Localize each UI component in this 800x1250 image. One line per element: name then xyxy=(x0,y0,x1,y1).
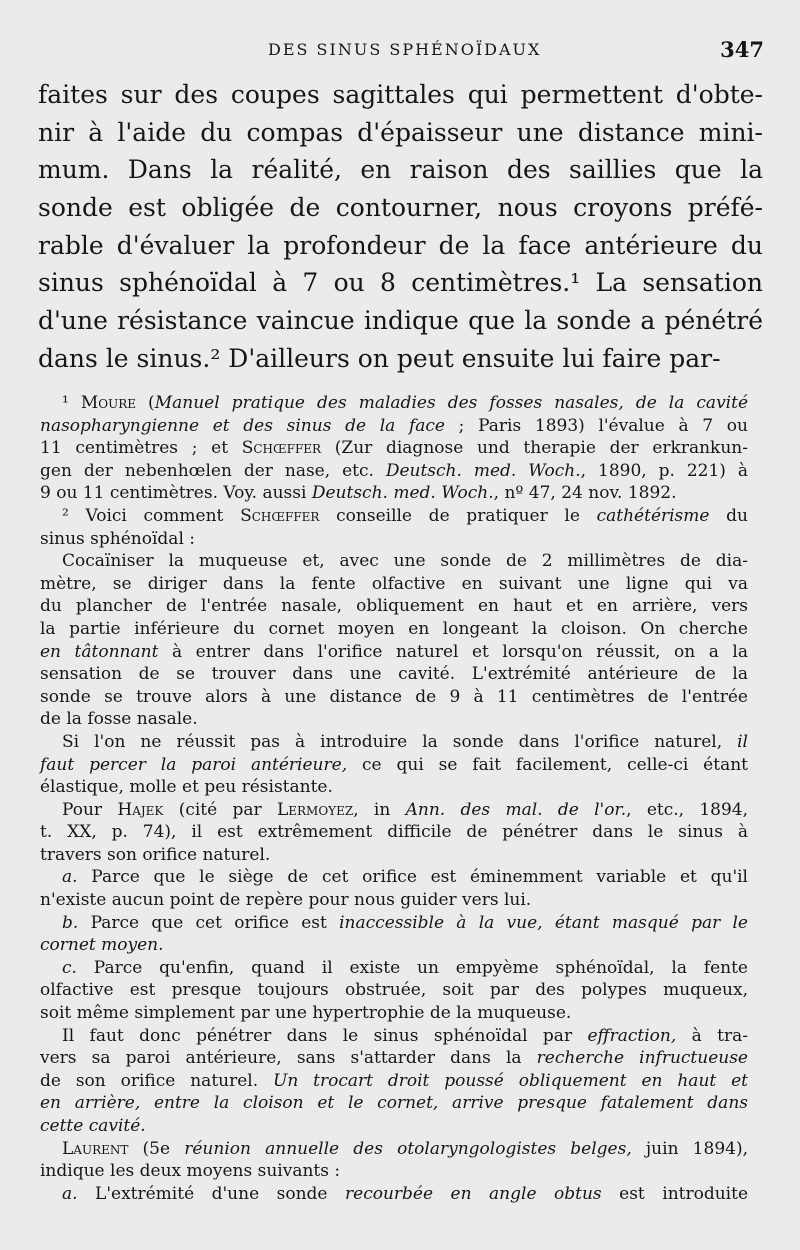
footnote-line xyxy=(40,663,748,686)
footnote-line xyxy=(40,460,748,483)
footnote-line xyxy=(40,392,748,415)
page-number: 347 xyxy=(720,37,764,62)
text-run: la partie inférieure du cornet moyen en longeant la cloison. On cherche xyxy=(40,618,748,639)
text-run: (Zur diagnose und therapie der erkrankun- xyxy=(321,438,748,459)
footnote-line xyxy=(40,482,748,505)
page-header xyxy=(0,36,800,64)
text-run: mètre, se diriger dans la fente olfactive en suivant une ligne qui va xyxy=(40,573,748,594)
italic-text: effraction, xyxy=(587,1025,677,1046)
running-title: DES SINUS SPHÉNOÏDAUX xyxy=(268,40,542,59)
footnote-line xyxy=(40,979,748,1002)
footnote-line xyxy=(40,1138,748,1161)
footnote-line xyxy=(40,708,748,731)
author-name: Schœffer xyxy=(240,505,320,526)
footnote-line xyxy=(40,844,748,867)
author-name: Moure xyxy=(80,393,137,413)
main-text-line: sonde est obligée de contourner, nous croyons préfé- xyxy=(38,193,763,223)
text-run: 9 ou 11 centimètres. Voy. aussi xyxy=(40,483,312,504)
italic-text: cathétérisme xyxy=(596,505,710,526)
text-run: vers sa paroi antérieure, sans s'attarder dans la xyxy=(40,1048,537,1069)
author-name: Laurent xyxy=(62,1138,129,1159)
italic-text: c. xyxy=(62,957,77,978)
text-run: à tra- xyxy=(676,1025,749,1046)
italic-text: inaccessible à la vue, étant masqué par le xyxy=(339,912,748,933)
footnote-line xyxy=(40,686,748,709)
text-run: 11 centimètres ; et xyxy=(40,438,242,459)
text-run: Si l'on ne réussit pas à introduire la sonde dans l'orifice naturel, xyxy=(62,731,738,752)
text-run: soit même simplement par une hypertrophie de la muqueuse. xyxy=(40,1003,572,1024)
footnote-line xyxy=(40,437,748,460)
text-run: t. XX, p. 74), il est extrêmement difficile de pénétrer dans le sinus à xyxy=(40,822,748,843)
footnote-line xyxy=(40,528,748,551)
text-run: élastique, molle et peu résistante. xyxy=(40,777,333,798)
text-run: Il faut donc pénétrer dans le sinus sphénoïdal par xyxy=(62,1025,588,1046)
footnote-line xyxy=(40,1160,748,1183)
footnote-line xyxy=(40,754,748,777)
main-text xyxy=(38,76,763,378)
text-run: du plancher de l'entrée nasale, obliquement en haut et en arrière, vers xyxy=(40,596,748,617)
text-run: indique les deux moyens suivants : xyxy=(40,1161,341,1182)
footnote-line xyxy=(40,415,748,438)
footnote-line xyxy=(40,799,748,822)
text-run: conseille de pratiquer le xyxy=(319,505,597,526)
italic-text: il xyxy=(737,731,748,752)
italic-text: Manuel pratique des maladies des fosses nasales, de la cavité xyxy=(154,393,749,413)
footnote-line xyxy=(40,731,748,754)
text-run: n'existe aucun point de repère pour nous guider vers lui. xyxy=(40,890,532,911)
text-run: gen der nebenhœlen der nase, etc. xyxy=(40,460,386,481)
text-run: ¹ xyxy=(62,393,81,413)
footnote-line xyxy=(40,1115,748,1138)
footnotes xyxy=(40,392,748,1205)
text-run: , etc., 1894, xyxy=(626,799,749,820)
text-run: L'extrémité d'une sonde xyxy=(77,1183,346,1204)
main-text-line: rable d'évaluer la profondeur de la face antérieure du xyxy=(38,230,763,260)
text-run: Cocaïniser la muqueuse et, avec une sonde de 2 millimètres de dia- xyxy=(62,551,748,572)
main-text-line: faites sur des coupes sagittales qui permettent d'obte- xyxy=(38,80,763,109)
main-text-line: nir à l'aide du compas d'épaisseur une distance mini- xyxy=(38,117,763,147)
text-run: Pour xyxy=(62,799,118,820)
footnote-line xyxy=(40,641,748,664)
text-run: Parce qu'enfin, quand il existe un empyème sphénoïdal, la fente xyxy=(76,957,748,978)
author-name: Schœffer xyxy=(241,438,322,459)
italic-text: a. xyxy=(62,1183,78,1204)
footnote-line xyxy=(40,912,748,935)
footnote-line xyxy=(40,1092,748,1115)
italic-text: en arrière, entre la cloison et le cornet, arrive presque fatalement dans xyxy=(40,1093,748,1114)
footnote-line xyxy=(40,618,748,641)
italic-text: Deutsch. med. Woch. xyxy=(311,483,494,504)
text-run: ce qui se fait facilement, celle-ci étant xyxy=(347,754,748,775)
text-run: sensation de se trouver dans une cavité. L'extrémité antérieure de la xyxy=(40,664,748,685)
footnote-line xyxy=(40,821,748,844)
italic-text: réunion annuelle des otolaryngologistes belges, xyxy=(184,1138,632,1159)
text-run: de la fosse nasale. xyxy=(40,709,198,730)
text-run: travers son orifice naturel. xyxy=(40,844,271,865)
italic-text: a. xyxy=(62,867,78,888)
italic-text: Un trocart droit poussé obliquement en haut et xyxy=(273,1070,749,1091)
text-run: ² Voici comment xyxy=(62,505,241,526)
author-name: Hajek xyxy=(117,799,164,820)
footnote-line xyxy=(40,934,748,957)
text-run: de son orifice naturel. xyxy=(40,1070,274,1091)
text-run: , 1890, p. 221) à xyxy=(580,460,748,481)
italic-text: nasopharyngienne et des sinus de la face xyxy=(40,415,445,436)
italic-text: cornet moyen xyxy=(40,935,159,956)
text-run: sonde se trouve alors à une distance de 9 à 11 centimètres de l'entrée xyxy=(40,686,748,707)
text-run: sinus sphénoïdal : xyxy=(40,528,196,549)
main-text-line: d'une résistance vaincue indique que la sonde a pénétré xyxy=(38,306,763,336)
text-run: , in xyxy=(353,799,406,820)
footnote-line xyxy=(40,1070,748,1093)
italic-text: Deutsch. med. Woch. xyxy=(385,460,581,481)
italic-text: faut percer la paroi antérieure, xyxy=(40,754,348,775)
text-run: ( xyxy=(136,393,155,413)
text-run: du xyxy=(709,505,748,526)
author-name: Lermoyez xyxy=(276,799,354,820)
footnote-line xyxy=(40,1002,748,1025)
text-run: , nº 47, 24 nov. 1892. xyxy=(493,483,677,504)
text-run: ; Paris 1893) l'évalue à 7 ou xyxy=(445,415,748,436)
footnote-line xyxy=(40,957,748,980)
italic-text: recourbée en angle obtus xyxy=(345,1183,602,1204)
italic-text: b. xyxy=(62,912,79,933)
footnote-line xyxy=(40,550,748,573)
italic-text: Ann. des mal. de l'or. xyxy=(405,799,627,820)
footnote-line xyxy=(40,595,748,618)
italic-text: en tâtonnant xyxy=(40,641,159,662)
footnote-line xyxy=(40,505,748,528)
text-run: Parce que le siège de cet orifice est éminemment variable et qu'il xyxy=(77,867,748,888)
main-text-line: mum. Dans la réalité, en raison des saillies que la xyxy=(38,155,763,185)
footnote-line xyxy=(40,866,748,889)
footnote-line xyxy=(40,1183,748,1206)
footnote-line xyxy=(40,776,748,799)
text-run: olfactive est presque toujours obstruée, soit par des polypes muqueux, xyxy=(40,980,748,1001)
text-run: (5e xyxy=(128,1138,185,1159)
main-text-line: dans le sinus.² D'ailleurs on peut ensuite lui faire par- xyxy=(38,343,721,373)
text-run: . xyxy=(158,935,164,956)
text-run: Parce que cet orifice est xyxy=(78,912,340,933)
italic-text: cette cavité. xyxy=(40,1116,146,1136)
footnote-line xyxy=(40,573,748,596)
text-run: (cité par xyxy=(163,799,277,820)
main-text-line: sinus sphénoïdal à 7 ou 8 centimètres.¹ La sensation xyxy=(38,268,763,298)
italic-text: recherche infructueuse xyxy=(536,1048,748,1069)
text-run: juin 1894), xyxy=(631,1138,748,1159)
footnote-line xyxy=(40,1025,748,1048)
footnote-line xyxy=(40,889,748,912)
footnote-line xyxy=(40,1047,748,1070)
text-run: est introduite xyxy=(601,1183,749,1204)
text-run: à entrer dans l'orifice naturel et lorsqu'on réussit, on a la xyxy=(158,641,748,662)
